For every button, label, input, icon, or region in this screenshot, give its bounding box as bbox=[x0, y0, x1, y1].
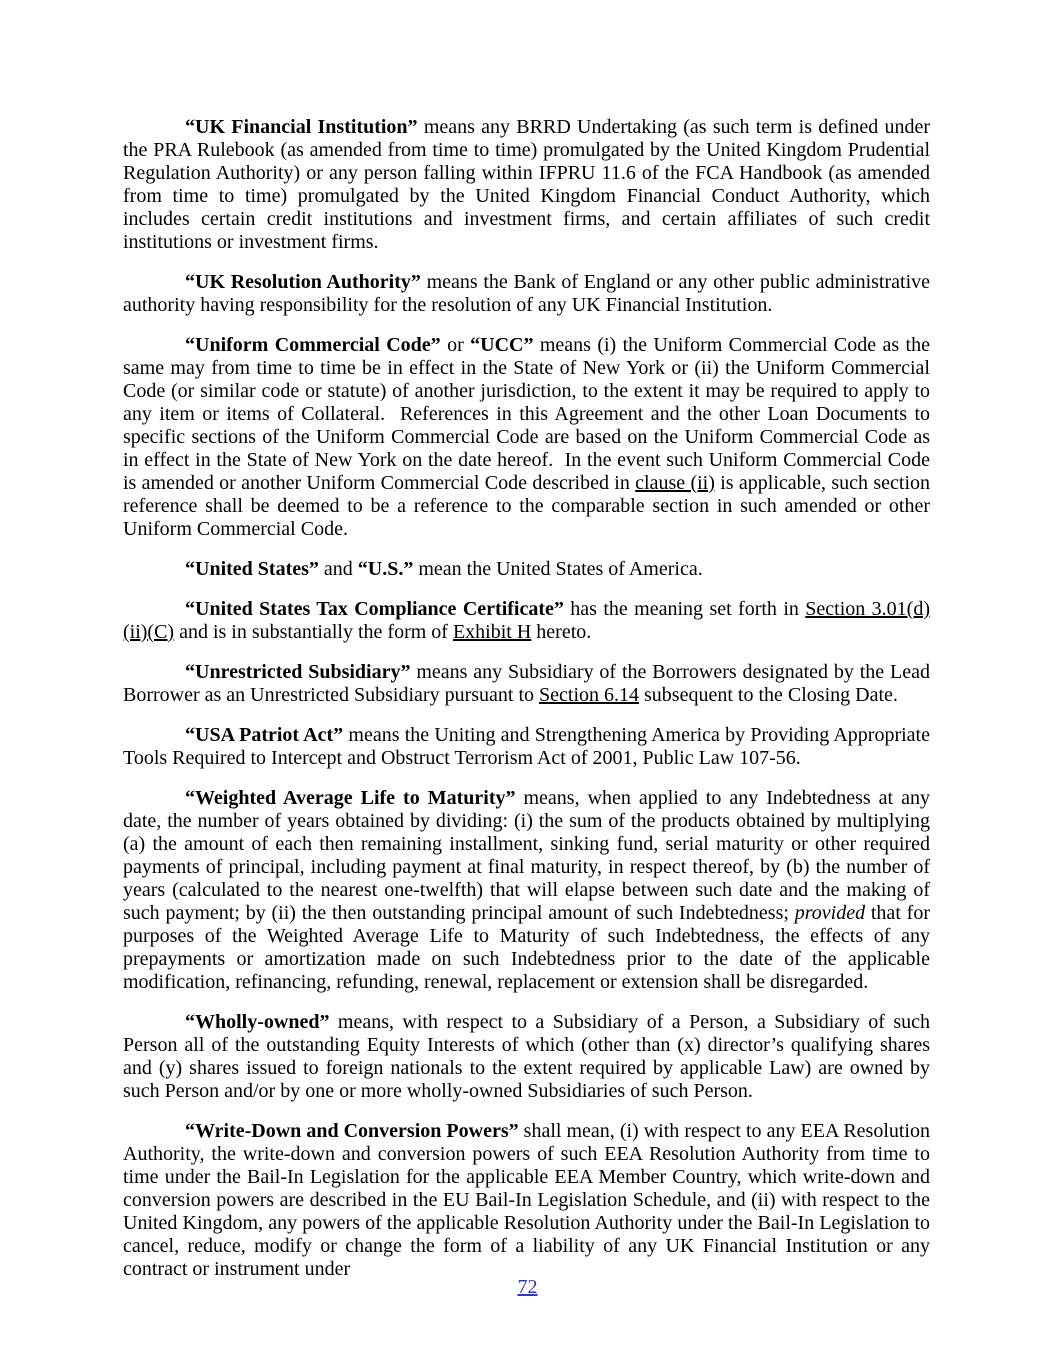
text-run: and bbox=[318, 558, 358, 580]
text-run: means, when applied to any Indebtedness at any date, the number of years obtained by dividing: (i) the sum of the products obtained by multiplying (a) the amount of each then remaining installment, sinking fund, serial maturity or other required payments of principal, including payment at final maturity, in respect thereof, by (b) the number of years (calculated to the nearest one-twelfth) that will elapse between such date and the making of such payment; by (ii) the then outstanding principal amount of such Indebtedness; bbox=[123, 787, 930, 924]
text-run: subsequent to the Closing Date. bbox=[639, 684, 898, 706]
text-run: has the meaning set forth in bbox=[563, 598, 806, 620]
page-footer bbox=[0, 1276, 1055, 1299]
text-run: hereto. bbox=[531, 621, 592, 643]
definition-paragraph bbox=[123, 1120, 930, 1281]
text-run: “Weighted Average Life to Maturity” bbox=[185, 787, 516, 809]
definition-paragraph bbox=[123, 558, 930, 581]
text-run: that for purposes of the Weighted Average Life to Maturity of such Indebtedness, the effects of any prepayments or amortization made on such Indebtedness prior to the date of the applicable modification, refinancing, refunding, renewal, replacement or extension shall be disregarded. bbox=[123, 902, 930, 993]
cross-reference-link[interactable]: Exhibit H bbox=[452, 621, 532, 643]
text-run: means any Subsidiary of the Borrowers designated by the Lead Borrower as an Unrestricted Subsidiary pursuant to bbox=[123, 661, 930, 706]
text-run: “Uniform Commercial Code” bbox=[185, 334, 441, 356]
document-body bbox=[123, 116, 930, 1298]
cross-reference-link[interactable]: clause (ii) bbox=[635, 472, 715, 494]
text-run: mean the United States of America. bbox=[413, 558, 703, 580]
text-run: “U.S.” bbox=[357, 558, 414, 580]
definition-paragraph bbox=[123, 724, 930, 770]
text-run: means any BRRD Undertaking (as such term is defined under the PRA Rulebook (as amended from time to time) promulgated by the United Kingdom Prudential Regulation Authority) or any person falling within IFPRU 11.6 of the FCA Handbook (as amended from time to time) promulgated by the United Kingdom Financial Conduct Authority, which includes certain credit institutions and investment firms, and certain affiliates of such credit institutions or investment firms. bbox=[123, 116, 930, 253]
text-run: “UK Financial Institution” bbox=[185, 116, 418, 138]
text-run: means (i) the Uniform Commercial Code as the same may from time to time be in effect in the State of New York or (ii) the Uniform Commercial Code (or similar code or statute) of another jurisdiction, to the extent it may be required to apply to any item or items of Collateral. References in this Agreement and the other Loan Documents to specific sections of the Uniform Commercial Code are based on the Uniform Commercial Code as in effect in the State of New York on the date hereof. In the event such Uniform Commercial Code is amended or another Uniform Commercial Code described in bbox=[123, 334, 930, 494]
text-run: “UK Resolution Authority” bbox=[185, 271, 421, 293]
cross-reference-link[interactable]: Section 6.14 bbox=[539, 684, 640, 706]
text-run: “Unrestricted Subsidiary” bbox=[185, 661, 411, 683]
definition-paragraph bbox=[123, 116, 930, 254]
definition-paragraph bbox=[123, 271, 930, 317]
text-run: shall mean, (i) with respect to any EEA Resolution Authority, the write-down and conversion powers of such EEA Resolution Authority from time to time under the Bail-In Legislation for the applicable EEA Member Country, which write-down and conversion powers are described in the EU Bail-In Legislation Schedule, and (ii) with respect to the United Kingdom, any powers of the applicable Resolution Authority under the Bail-In Legislation to cancel, reduce, modify or change the form of a liability of any UK Financial Institution or any contract or instrument under bbox=[123, 1120, 930, 1280]
definition-paragraph bbox=[123, 1011, 930, 1103]
definition-paragraph bbox=[123, 661, 930, 707]
text-run: “Write-Down and Conversion Powers” bbox=[185, 1120, 519, 1142]
text-run: “Wholly-owned” bbox=[185, 1011, 330, 1033]
text-run: provided bbox=[794, 902, 866, 924]
text-run: means the Bank of England or any other public administrative authority having responsibility for the resolution of any UK Financial Institution. bbox=[123, 271, 930, 316]
text-run: is applicable, such section reference shall be deemed to be a reference to the comparable section in such amended or other Uniform Commercial Code. bbox=[123, 472, 931, 540]
text-run: “United States” bbox=[185, 558, 319, 580]
cross-reference-link[interactable]: Section 3.01(d)(ii)(C) bbox=[123, 598, 931, 643]
text-run: or bbox=[440, 334, 471, 356]
text-run: “UCC” bbox=[470, 334, 534, 356]
text-run: means the Uniting and Strengthening America by Providing Appropriate Tools Required to Intercept and Obstruct Terrorism Act of 2001, Public Law 107-56. bbox=[123, 724, 930, 769]
page-number-link[interactable]: 72 bbox=[517, 1276, 538, 1298]
text-run: and is in substantially the form of bbox=[174, 621, 453, 643]
text-run: “United States Tax Compliance Certificate” bbox=[185, 598, 564, 620]
definition-paragraph bbox=[123, 598, 930, 644]
text-run: “USA Patriot Act” bbox=[185, 724, 344, 746]
definition-paragraph bbox=[123, 334, 930, 541]
text-run: means, with respect to a Subsidiary of a Person, a Subsidiary of such Person all of the outstanding Equity Interests of which (other than (x) director’s qualifying shares and (y) shares issued to foreign nationals to the extent required by applicable Law) are owned by such Person and/or by one or more wholly-owned Subsidiaries of such Person. bbox=[123, 1011, 930, 1102]
definition-paragraph bbox=[123, 787, 930, 994]
